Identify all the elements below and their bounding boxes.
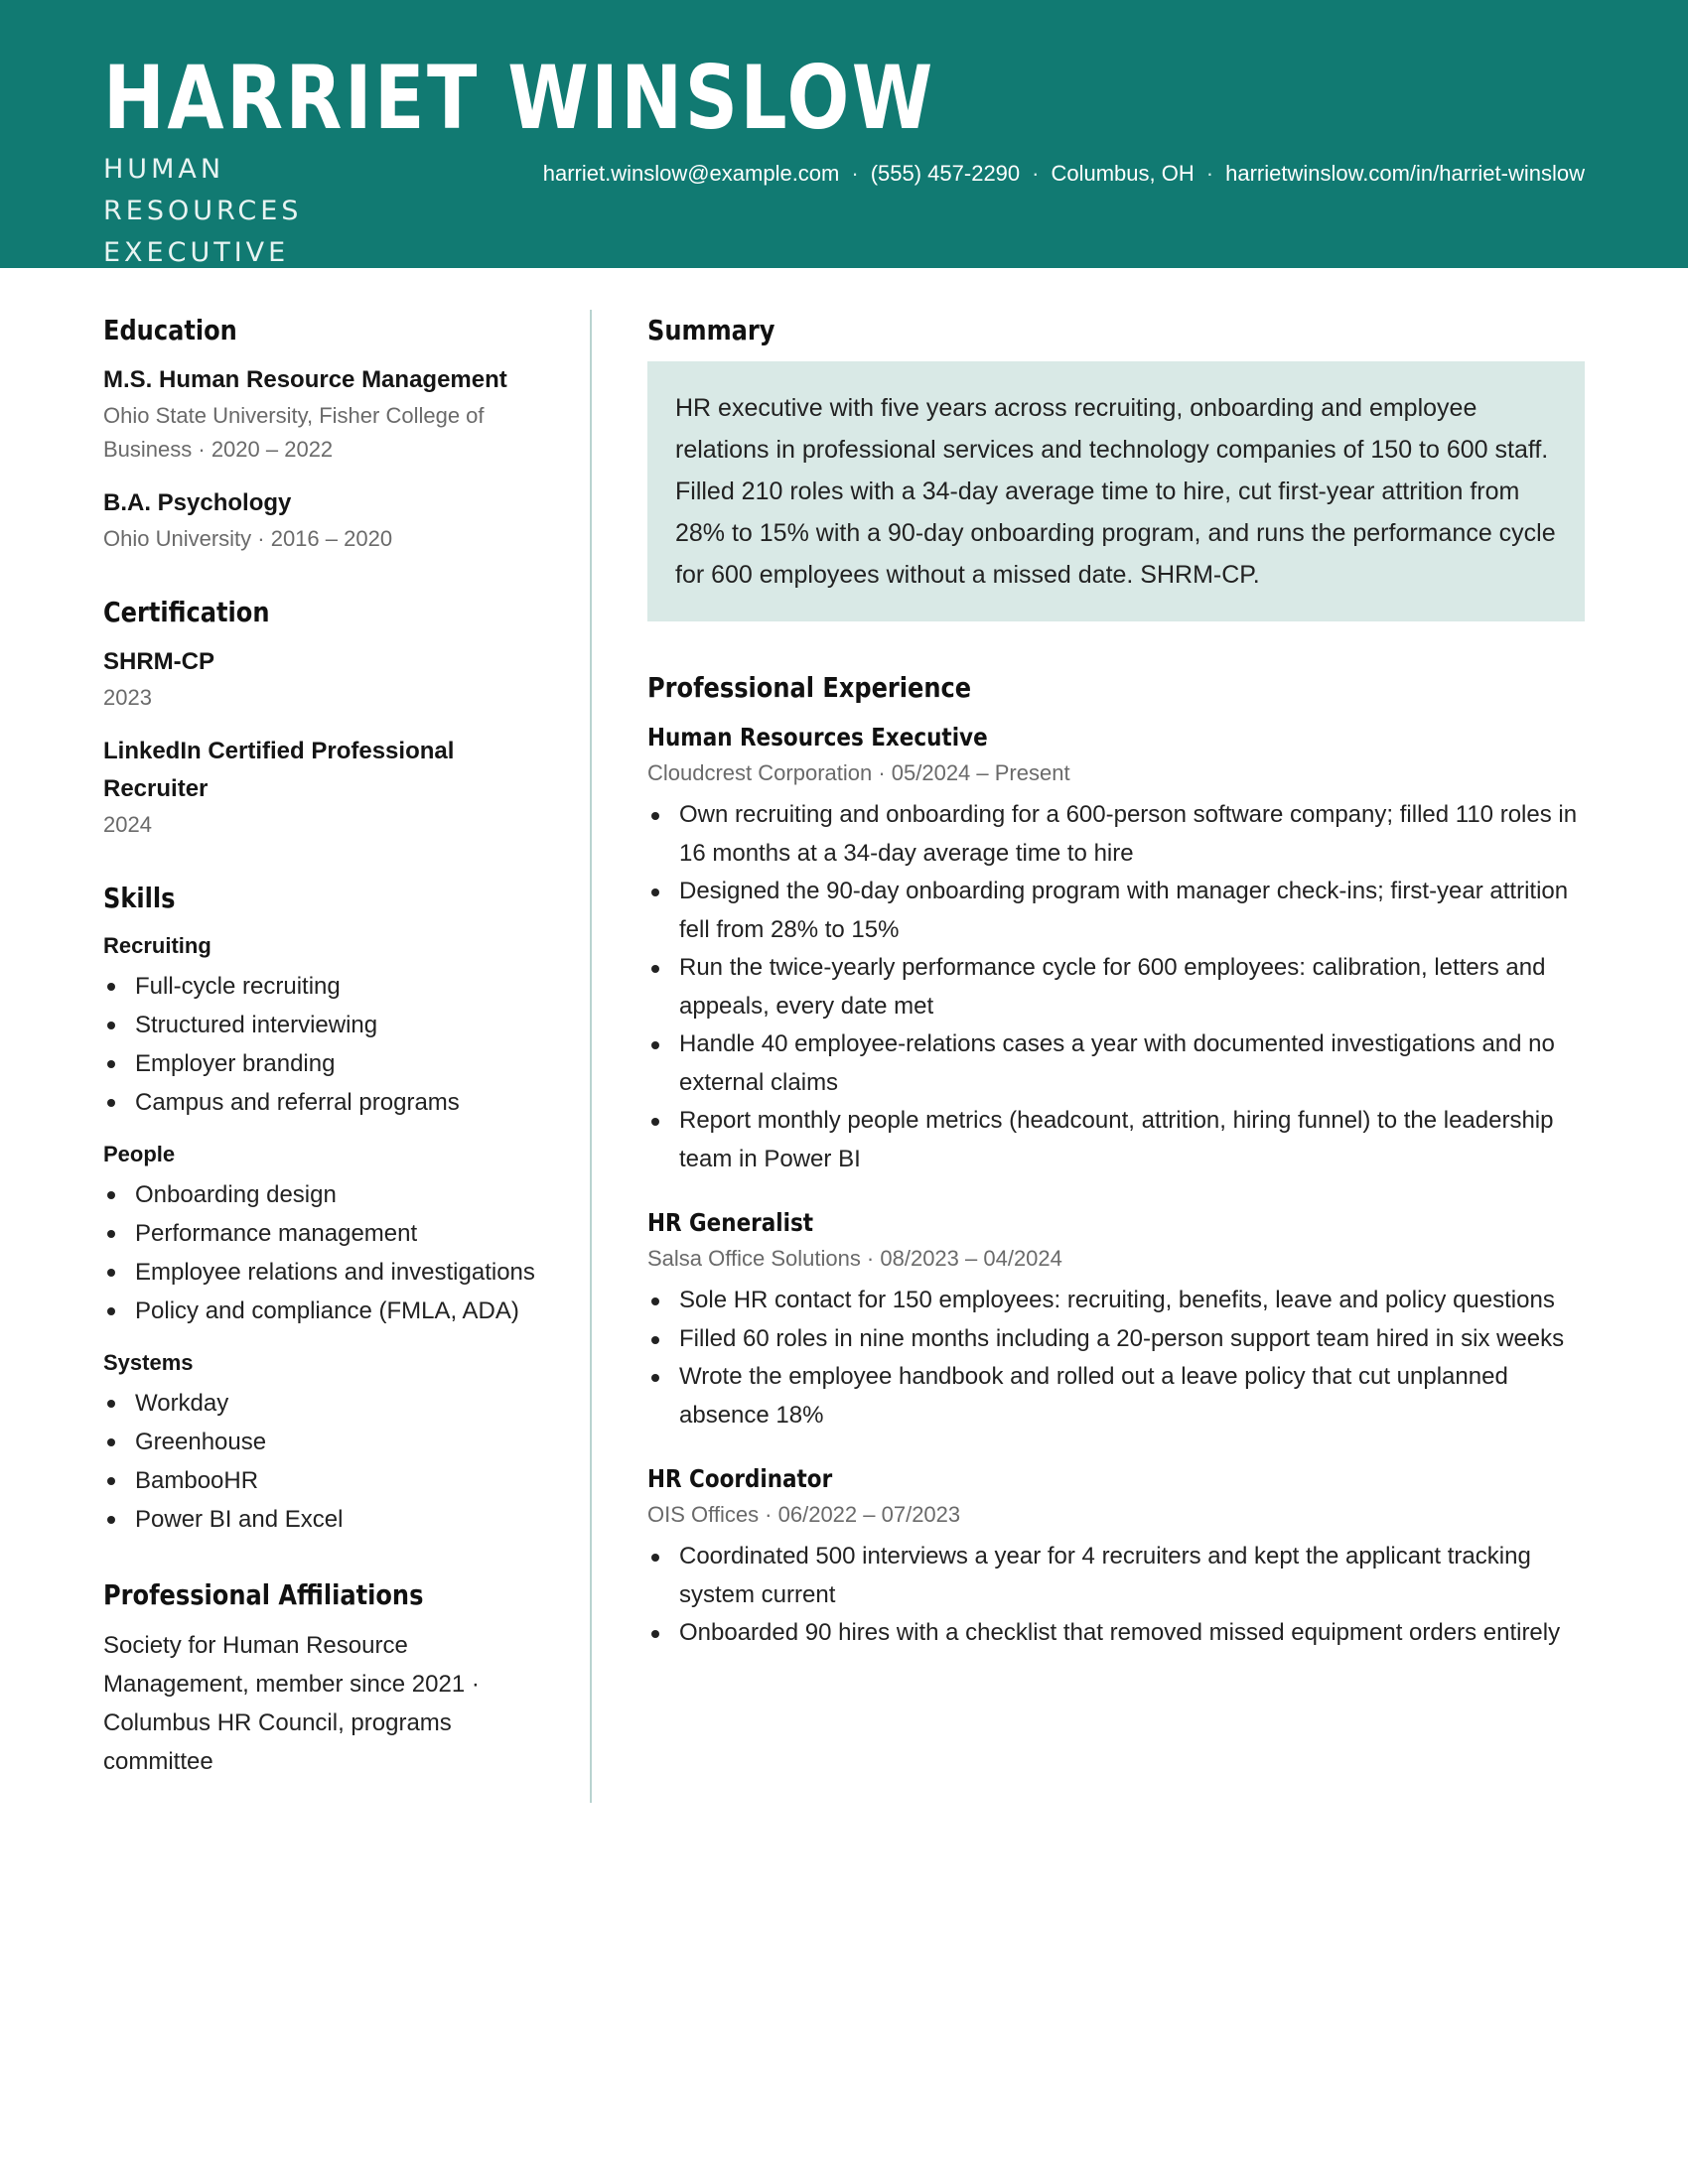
job-title: Human Resources Executive (647, 723, 988, 751)
skill-item: Structured interviewing (103, 1006, 560, 1044)
section-heading-certification: Certification (103, 596, 270, 628)
contact-separator: · (1032, 161, 1040, 186)
contact-separator: · (851, 161, 859, 186)
certification-name: SHRM-CP (103, 648, 214, 675)
job-bullets (647, 1538, 1585, 1653)
right-column (647, 310, 1585, 1679)
certification-year: 2023 (103, 685, 152, 710)
education-entry (103, 484, 560, 556)
summary-section (647, 310, 1585, 621)
skill-item: Employer branding (103, 1044, 560, 1083)
education-meta: Ohio State University, Fisher College of Business · 2020 – 2022 (103, 403, 485, 462)
job-bullet: Designed the 90-day onboarding program with manager check-ins; first-year attrition fell from 28% to 15% (647, 873, 1585, 949)
contact-phone: (555) 457-2290 (870, 161, 1021, 186)
skill-item: Campus and referral programs (103, 1083, 560, 1122)
skill-item: Power BI and Excel (103, 1500, 560, 1539)
education-meta: Ohio University · 2016 – 2020 (103, 526, 393, 551)
job-bullet: Filled 60 roles in nine months including a 20-person support team hired in six weeks (647, 1320, 1585, 1359)
skill-item: Workday (103, 1384, 560, 1423)
contact-line (512, 157, 1585, 191)
skill-item: Greenhouse (103, 1423, 560, 1461)
section-heading-affiliations: Professional Affiliations (103, 1578, 424, 1611)
job-bullet: Wrote the employee handbook and rolled out a leave policy that cut unplanned absence 18% (647, 1358, 1585, 1434)
skill-list (103, 1384, 560, 1539)
job-title: HR Generalist (647, 1208, 814, 1237)
column-divider (590, 310, 592, 1803)
skill-list (103, 1175, 560, 1330)
section-heading-education: Education (103, 314, 237, 346)
education-section (103, 310, 560, 556)
resume-header (0, 0, 1688, 268)
job-meta: Cloudcrest Corporation · 05/2024 – Present (647, 760, 1070, 785)
job-bullet: Coordinated 500 interviews a year for 4 recruiters and kept the applicant tracking system current (647, 1538, 1585, 1614)
contact-website[interactable]: harrietwinslow.com/in/harriet-winslow (1225, 161, 1585, 186)
contact-separator: · (1205, 161, 1214, 186)
skill-item: Full-cycle recruiting (103, 967, 560, 1006)
skill-item: BambooHR (103, 1461, 560, 1500)
skill-item: Performance management (103, 1214, 560, 1253)
affiliations-text: Society for Human Resource Management, member since 2021 · Columbus HR Council, programs committee (103, 1632, 480, 1775)
certification-year: 2024 (103, 812, 152, 837)
job-entry (647, 1204, 1585, 1434)
certification-name: LinkedIn Certified Professional Recruiter (103, 738, 455, 802)
left-column (103, 310, 560, 1817)
contact-location: Columbus, OH (1051, 161, 1195, 186)
job-entry (647, 1460, 1585, 1653)
certification-entry (103, 643, 560, 715)
education-entry (103, 361, 560, 467)
education-degree: B.A. Psychology (103, 489, 292, 516)
candidate-title: HUMAN RESOURCES EXECUTIVE (103, 154, 303, 268)
job-bullet: Run the twice-yearly performance cycle for 600 employees: calibration, letters and appeals, every date met (647, 949, 1585, 1025)
section-heading-summary: Summary (647, 314, 775, 346)
job-entry (647, 719, 1585, 1178)
job-meta: OIS Offices · 06/2022 – 07/2023 (647, 1502, 961, 1527)
contact-email[interactable]: harriet.winslow@example.com (542, 161, 840, 186)
skills-section (103, 878, 560, 1539)
job-title: HR Coordinator (647, 1464, 833, 1493)
job-bullet: Onboarded 90 hires with a checklist that removed missed equipment orders entirely (647, 1614, 1585, 1653)
skill-group-recruiting: Recruiting (103, 933, 211, 958)
skill-item: Onboarding design (103, 1175, 560, 1214)
certification-section (103, 592, 560, 842)
summary-box (647, 361, 1585, 621)
education-degree: M.S. Human Resource Management (103, 366, 507, 393)
job-bullets (647, 1282, 1585, 1434)
skill-item: Policy and compliance (FMLA, ADA) (103, 1292, 560, 1330)
candidate-name: HARRIET WINSLOW (103, 47, 935, 149)
skill-group-systems: Systems (103, 1350, 194, 1375)
summary-text: HR executive with five years across recruiting, onboarding and employee relations in professional services and technology companies of 150 to 600 staff. Filled 210 roles with a 34-day average time to hire, cut first-year attrition from 28% to 15% with a 90-day onboarding program, and runs the performance cycle for 600 employees without a missed date. SHRM-CP. (675, 394, 1556, 589)
job-bullets (647, 796, 1585, 1178)
section-heading-skills: Skills (103, 882, 176, 914)
skill-list (103, 967, 560, 1122)
section-heading-experience: Professional Experience (647, 671, 972, 704)
affiliations-section (103, 1574, 560, 1781)
job-meta: Salsa Office Solutions · 08/2023 – 04/2024 (647, 1246, 1062, 1271)
job-bullet: Report monthly people metrics (headcount, attrition, hiring funnel) to the leadership team in Power BI (647, 1102, 1585, 1178)
skill-item: Employee relations and investigations (103, 1253, 560, 1292)
job-bullet: Sole HR contact for 150 employees: recruiting, benefits, leave and policy questions (647, 1282, 1585, 1320)
certification-entry (103, 733, 560, 842)
experience-section (647, 667, 1585, 1653)
skill-group-people: People (103, 1142, 176, 1166)
job-bullet: Handle 40 employee-relations cases a year with documented investigations and no external claims (647, 1025, 1585, 1102)
job-bullet: Own recruiting and onboarding for a 600-person software company; filled 110 roles in 16 months at a 34-day average time to hire (647, 796, 1585, 873)
